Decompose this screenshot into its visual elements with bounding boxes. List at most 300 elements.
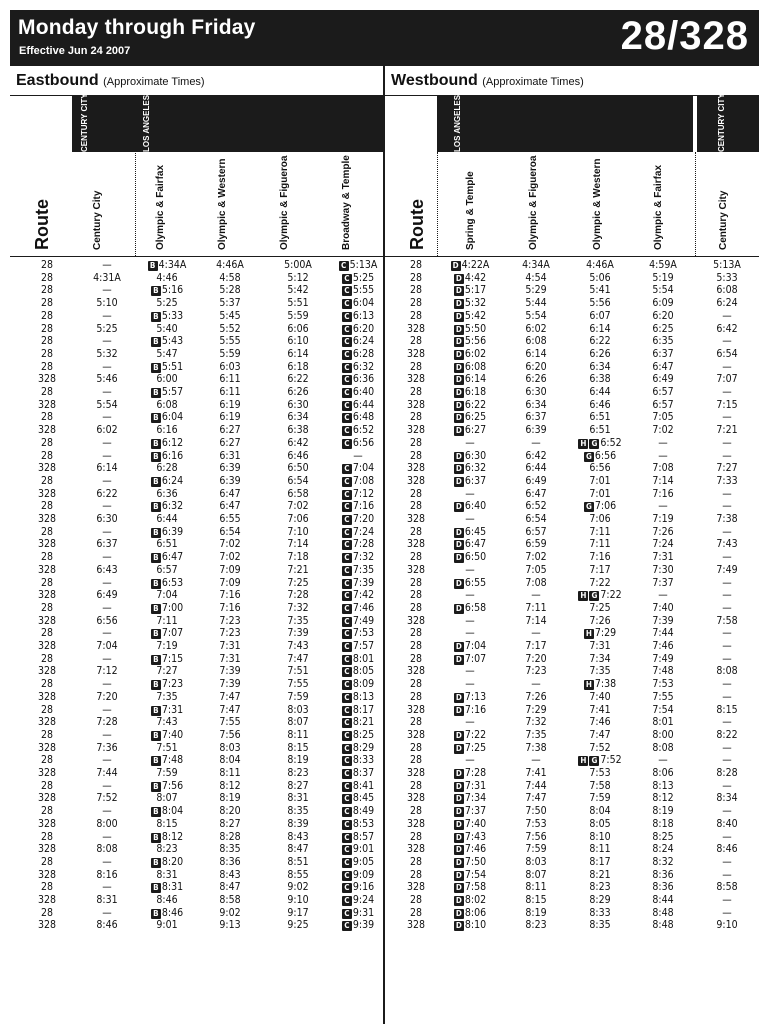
time-cell: 6:10 xyxy=(287,335,309,348)
time-cell: 7:49 xyxy=(652,652,674,665)
footnote-letter-badge: D xyxy=(454,274,464,284)
route-cell: 28 xyxy=(40,830,54,843)
time-cell: — xyxy=(102,703,112,716)
time-cell xyxy=(328,716,388,728)
footnote-letter-badge: D xyxy=(454,731,464,741)
eastbound-row xyxy=(10,500,383,513)
time-cell: — xyxy=(531,754,541,767)
footnote-letter-badge: D xyxy=(454,312,464,322)
time-value: 8:25 xyxy=(352,728,375,741)
route-cell: 328 xyxy=(37,373,57,386)
time-cell: 7:11 xyxy=(589,525,611,538)
time-cell xyxy=(328,767,388,779)
time-cell xyxy=(137,386,197,398)
time-cell: 5:06 xyxy=(589,271,611,284)
time-cell: 7:39 xyxy=(219,665,241,678)
time-cell: 8:35 xyxy=(219,843,241,856)
time-value: 6:44 xyxy=(352,398,375,411)
time-cell: 7:39 xyxy=(219,678,241,691)
footnote-letter-badge: B xyxy=(151,604,161,614)
route-cell: 28 xyxy=(40,284,54,297)
eastbound-row xyxy=(10,577,383,590)
route-cell: 28 xyxy=(40,601,54,614)
time-cell xyxy=(137,259,197,271)
time-cell: 7:19 xyxy=(156,640,178,652)
time-cell: 7:17 xyxy=(589,563,611,576)
time-cell: 6:34 xyxy=(589,360,611,373)
time-cell xyxy=(440,869,500,881)
westbound-row xyxy=(385,538,759,551)
route-cell: 328 xyxy=(37,589,57,602)
footnote-letter-badge: B xyxy=(151,452,161,462)
eastbound-body-rule xyxy=(10,256,383,257)
time-cell: 6:07 xyxy=(589,309,611,322)
time-cell: 8:13 xyxy=(652,779,674,792)
time-cell xyxy=(328,297,388,309)
westbound-row xyxy=(385,818,759,831)
time-cell: — xyxy=(722,589,732,602)
time-cell: 8:39 xyxy=(287,817,309,830)
footnote-letter-badge: C xyxy=(342,299,352,309)
time-cell: — xyxy=(722,487,732,500)
footnote-letter-badge: D xyxy=(454,477,464,487)
eastbound-row xyxy=(10,907,383,920)
col-olympic-fairfax-west: Olympic & Fairfax xyxy=(653,164,664,250)
footnote-letter-badge: B xyxy=(151,883,161,893)
eastbound-row xyxy=(10,323,383,336)
time-cell xyxy=(328,907,388,919)
time-cell xyxy=(570,500,630,512)
time-cell xyxy=(440,742,500,754)
footnote-letter-badge: C xyxy=(342,350,352,360)
footnote-letter-badge: C xyxy=(342,807,352,817)
route-cell: 328 xyxy=(37,640,57,652)
footnote-letter-badge: C xyxy=(342,769,352,779)
time-value: 5:32 xyxy=(464,297,487,310)
time-value: 7:22 xyxy=(464,728,487,741)
footnote-letter-badge: C xyxy=(342,579,352,589)
eastbound-row xyxy=(10,348,383,361)
time-cell: 7:09 xyxy=(219,563,241,576)
time-cell: 8:12 xyxy=(652,792,674,805)
time-value: 6:02 xyxy=(464,347,487,360)
time-cell: 7:38 xyxy=(525,741,547,754)
time-cell: 7:05 xyxy=(525,563,547,576)
time-cell xyxy=(328,818,388,830)
route-cell: 328 xyxy=(406,398,426,411)
time-cell xyxy=(440,310,500,322)
time-cell: 6:20 xyxy=(652,309,674,322)
footnote-letter-badge: D xyxy=(454,845,464,855)
footnote-letter-badge: B xyxy=(148,261,158,271)
footnote-letter-badge: D xyxy=(454,871,464,881)
westbound-row xyxy=(385,411,759,424)
time-value: 8:01 xyxy=(352,652,375,665)
footnote-letter-badge: D xyxy=(454,642,464,652)
time-cell: — xyxy=(465,665,475,678)
footnote-letter-badge: C xyxy=(342,706,352,716)
time-cell: 8:08 xyxy=(96,843,118,856)
time-value: 7:58 xyxy=(464,881,487,894)
time-value: 8:05 xyxy=(352,665,375,678)
time-cell: 5:54 xyxy=(525,309,547,322)
time-value: 6:39 xyxy=(161,525,184,538)
route-cell: 28 xyxy=(40,322,54,335)
time-cell: — xyxy=(102,474,112,487)
footnote-letter-badge: D xyxy=(454,502,464,512)
time-cell: 4:46A xyxy=(216,259,244,271)
time-cell xyxy=(440,894,500,906)
westbound-row xyxy=(385,742,759,755)
time-cell xyxy=(328,742,388,754)
route-cell: 28 xyxy=(409,601,423,614)
footnote-letter-badge: B xyxy=(151,312,161,322)
time-cell: — xyxy=(102,805,112,818)
time-cell: 6:49 xyxy=(525,474,547,487)
route-cell: 28 xyxy=(409,487,423,500)
time-cell: 6:37 xyxy=(652,347,674,360)
eastbound-row xyxy=(10,665,383,678)
westbound-row xyxy=(385,792,759,805)
footnote-letter-badge: C xyxy=(342,909,352,919)
time-cell: — xyxy=(722,690,732,703)
time-cell xyxy=(328,792,388,804)
route-cell: 28 xyxy=(409,271,423,284)
time-value: 7:57 xyxy=(352,640,375,652)
time-cell: 7:05 xyxy=(652,411,674,424)
time-cell: — xyxy=(722,500,732,513)
time-cell xyxy=(328,881,388,893)
col-century-city-west: Century City xyxy=(718,190,729,250)
time-value: 6:37 xyxy=(464,474,487,487)
time-cell: 8:03 xyxy=(525,855,547,868)
time-cell xyxy=(328,259,388,271)
footnote-letter-badge: C xyxy=(342,731,352,741)
time-cell xyxy=(440,335,500,347)
footnote-letter-badge: D xyxy=(454,375,464,385)
col-olympic-western-west: Olympic & Western xyxy=(592,158,603,250)
time-cell: 7:10 xyxy=(287,525,309,538)
time-cell: 7:41 xyxy=(589,703,611,716)
route-cell: 28 xyxy=(40,906,54,919)
time-cell: 5:54 xyxy=(652,284,674,297)
time-value: 7:56 xyxy=(161,779,184,792)
time-cell: 7:07 xyxy=(716,373,738,386)
time-cell xyxy=(328,589,388,601)
eastbound-row xyxy=(10,742,383,755)
westbound-row xyxy=(385,335,759,348)
time-value: 7:15 xyxy=(161,652,184,665)
time-cell xyxy=(328,602,388,614)
eastbound-row xyxy=(10,488,383,501)
time-cell: 8:04 xyxy=(589,805,611,818)
time-cell: 7:51 xyxy=(287,665,309,678)
footnote-letter-badge: D xyxy=(454,337,464,347)
route-cell: 328 xyxy=(406,462,426,475)
time-cell xyxy=(328,437,388,449)
time-cell: 8:51 xyxy=(287,855,309,868)
time-value: 5:55 xyxy=(352,284,375,297)
time-cell: 8:23 xyxy=(589,881,611,894)
time-value: 6:56 xyxy=(594,449,617,462)
time-cell xyxy=(328,754,388,766)
time-cell: 7:59 xyxy=(287,690,309,703)
footnote-letter-badge: C xyxy=(342,464,352,474)
time-cell: — xyxy=(465,678,475,691)
time-cell xyxy=(328,513,388,525)
route-cell: 28 xyxy=(40,386,54,398)
time-cell: 7:16 xyxy=(219,601,241,614)
route-cell: 328 xyxy=(37,424,57,437)
col-broadway-temple: Broadway & Temple xyxy=(341,155,352,250)
route-cell: 328 xyxy=(37,513,57,525)
time-cell: 5:45 xyxy=(219,309,241,322)
time-cell: 5:55 xyxy=(219,335,241,348)
time-cell: 6:02 xyxy=(525,322,547,335)
time-value: 6:47 xyxy=(464,538,487,551)
time-cell: 6:57 xyxy=(652,386,674,398)
time-cell: 5:25 xyxy=(96,322,118,335)
footnote-letter-badge: D xyxy=(451,261,461,271)
time-cell: 7:52 xyxy=(589,741,611,754)
westbound-row xyxy=(385,272,759,285)
time-cell: 5:56 xyxy=(589,297,611,310)
westbound-title: Westbound xyxy=(391,72,478,89)
eastbound-header xyxy=(10,93,383,256)
time-cell: — xyxy=(722,386,732,398)
time-cell: 8:35 xyxy=(589,919,611,932)
time-cell: — xyxy=(658,754,668,767)
time-cell: — xyxy=(102,309,112,322)
route-cell: 28 xyxy=(40,347,54,360)
time-cell xyxy=(440,424,500,436)
time-cell xyxy=(137,475,197,487)
footnote-letter-badge: D xyxy=(454,896,464,906)
time-cell: 8:16 xyxy=(96,868,118,881)
time-cell: 7:55 xyxy=(219,716,241,729)
time-value: 8:46 xyxy=(161,906,184,919)
footnote-letter-badge: G xyxy=(584,452,594,462)
time-cell: 7:31 xyxy=(589,640,611,652)
time-cell: — xyxy=(722,894,732,906)
time-value: 6:16 xyxy=(161,449,184,462)
time-cell xyxy=(328,577,388,589)
time-value: 7:46 xyxy=(352,601,375,614)
time-cell: 6:00 xyxy=(156,373,178,386)
time-cell: 6:19 xyxy=(219,411,241,424)
time-cell: — xyxy=(658,449,668,462)
time-cell: 8:35 xyxy=(287,805,309,818)
westbound-left-divider xyxy=(437,152,438,256)
route-cell: 28 xyxy=(40,297,54,310)
time-cell xyxy=(137,335,197,347)
time-value: 9:31 xyxy=(352,906,375,919)
time-value: 5:33 xyxy=(161,309,184,322)
westbound-row xyxy=(385,640,759,653)
time-cell: 8:25 xyxy=(652,830,674,843)
time-cell: — xyxy=(102,754,112,767)
time-cell: 6:08 xyxy=(525,335,547,348)
time-cell xyxy=(328,348,388,360)
route-cell: 328 xyxy=(406,767,426,779)
westbound-row xyxy=(385,754,759,767)
time-cell: 8:46 xyxy=(96,919,118,932)
westbound-row xyxy=(385,678,759,691)
eastbound-title: Eastbound xyxy=(16,72,99,89)
footnote-letter-badge: D xyxy=(454,769,464,779)
time-cell: 8:46 xyxy=(156,894,178,906)
time-cell xyxy=(440,831,500,843)
time-cell: 9:01 xyxy=(156,919,178,932)
westbound-row xyxy=(385,665,759,678)
route-cell: 28 xyxy=(409,690,423,703)
time-cell: 7:47 xyxy=(525,792,547,805)
time-value: 8:13 xyxy=(352,690,375,703)
time-cell: 7:58 xyxy=(589,779,611,792)
time-cell: — xyxy=(722,525,732,538)
time-cell: — xyxy=(722,640,732,652)
time-cell xyxy=(440,780,500,792)
time-cell: 8:18 xyxy=(652,817,674,830)
footnote-letter-badge: B xyxy=(151,337,161,347)
footnote-letter-badge: C xyxy=(342,845,352,855)
westbound-row xyxy=(385,577,759,590)
time-value: 8:09 xyxy=(352,678,375,691)
time-cell: 6:57 xyxy=(525,525,547,538)
route-cell: 328 xyxy=(406,817,426,830)
time-cell: 7:53 xyxy=(589,767,611,779)
time-value: 8:10 xyxy=(464,919,487,932)
westbound-row xyxy=(385,475,759,488)
time-cell: 6:03 xyxy=(219,360,241,373)
time-cell xyxy=(328,615,388,627)
time-cell: 7:16 xyxy=(219,589,241,602)
time-cell xyxy=(328,856,388,868)
footnote-letter-badge: H xyxy=(580,591,587,601)
time-value: 8:45 xyxy=(352,792,375,805)
route-cell: 28 xyxy=(40,360,54,373)
time-cell xyxy=(328,780,388,792)
time-cell: 7:31 xyxy=(219,640,241,652)
time-cell: 7:08 xyxy=(525,576,547,589)
route-cell: 328 xyxy=(37,538,57,551)
footnote-letter-badge: C xyxy=(342,528,352,538)
time-cell: 6:47 xyxy=(219,487,241,500)
time-cell: — xyxy=(722,741,732,754)
route-cell: 328 xyxy=(406,614,426,627)
time-cell: 7:53 xyxy=(652,678,674,691)
time-cell: — xyxy=(658,436,668,449)
time-cell: — xyxy=(102,627,112,640)
time-cell: 7:04 xyxy=(96,640,118,652)
time-cell: 6:54 xyxy=(525,513,547,525)
time-value: 7:07 xyxy=(464,652,487,665)
time-cell: 8:28 xyxy=(219,830,241,843)
time-cell xyxy=(137,907,197,919)
time-cell: — xyxy=(722,309,732,322)
time-cell: 8:17 xyxy=(589,855,611,868)
time-cell: — xyxy=(102,436,112,449)
footnote-letter-badge: C xyxy=(342,693,352,703)
route-cell: 28 xyxy=(409,259,423,271)
footnote-letter-badge: D xyxy=(454,464,464,474)
time-cell xyxy=(137,627,197,639)
footnote-letter-badge: D xyxy=(454,909,464,919)
time-cell xyxy=(137,526,197,538)
time-cell: 7:11 xyxy=(589,538,611,551)
eastbound-row xyxy=(10,297,383,310)
westbound-row xyxy=(385,716,759,729)
time-value: 7:16 xyxy=(464,703,487,716)
time-value: 5:16 xyxy=(161,284,184,297)
time-value: 7:24 xyxy=(352,525,375,538)
time-value: 7:04 xyxy=(464,640,487,652)
time-cell xyxy=(440,843,500,855)
time-value: 7:28 xyxy=(352,538,375,551)
time-value: 4:34A xyxy=(158,259,187,271)
route-cell: 328 xyxy=(406,792,426,805)
zone-divider xyxy=(135,96,136,256)
time-cell: 8:19 xyxy=(525,906,547,919)
time-cell xyxy=(137,704,197,716)
time-cell xyxy=(328,843,388,855)
footnote-letter-badge: C xyxy=(342,680,352,690)
time-cell xyxy=(440,805,500,817)
eastbound-row xyxy=(10,805,383,818)
time-cell: 9:17 xyxy=(287,906,309,919)
time-cell: 7:22 xyxy=(589,576,611,589)
time-cell xyxy=(440,475,500,487)
time-cell: 6:56 xyxy=(589,462,611,475)
time-cell xyxy=(440,323,500,335)
time-cell: 7:12 xyxy=(96,665,118,678)
time-value: 5:51 xyxy=(161,360,184,373)
time-cell: 6:34 xyxy=(287,411,309,424)
time-value: 8:57 xyxy=(352,830,375,843)
time-cell: 7:39 xyxy=(287,627,309,640)
time-cell: 7:21 xyxy=(287,563,309,576)
time-cell: — xyxy=(722,551,732,564)
footnote-letter-badge: C xyxy=(342,744,352,754)
time-cell: 7:26 xyxy=(525,690,547,703)
time-cell: — xyxy=(102,284,112,297)
time-cell xyxy=(137,437,197,449)
time-value: 8:21 xyxy=(352,716,375,729)
time-value: 7:04 xyxy=(352,462,375,475)
time-cell: 8:29 xyxy=(589,894,611,906)
time-cell: 8:43 xyxy=(219,868,241,881)
eastbound-row xyxy=(10,589,383,602)
time-value: 6:12 xyxy=(161,436,184,449)
footnote-letter-badge: B xyxy=(151,413,161,423)
time-cell: 6:11 xyxy=(219,373,241,386)
time-cell: 8:44 xyxy=(652,894,674,906)
time-value: 5:17 xyxy=(464,284,487,297)
time-cell: 5:12 xyxy=(287,271,309,284)
footnote-letter-badge: H xyxy=(585,680,592,690)
footnote-letter-badge: C xyxy=(342,426,352,436)
time-cell xyxy=(570,437,630,449)
time-cell: 7:58 xyxy=(716,614,738,627)
time-value: 9:16 xyxy=(352,881,375,894)
time-value: 5:50 xyxy=(464,322,487,335)
time-cell xyxy=(328,386,388,398)
time-cell: 7:54 xyxy=(652,703,674,716)
footnote-letter-badge: C xyxy=(342,337,352,347)
time-cell: 9:10 xyxy=(716,919,738,932)
time-cell: 5:52 xyxy=(219,322,241,335)
time-cell xyxy=(440,691,500,703)
